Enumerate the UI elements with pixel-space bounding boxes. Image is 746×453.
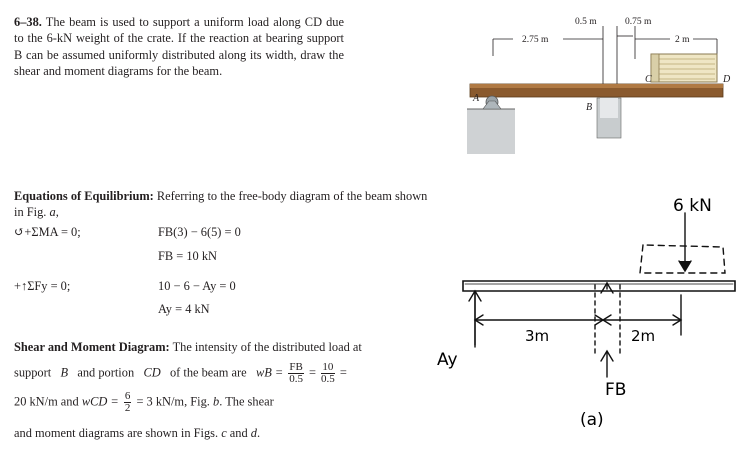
moment-label: ΣMA = 0;	[31, 225, 81, 239]
support-b	[597, 98, 621, 138]
fraction-10-over-05: $\frac{10}{0.5}$	[321, 361, 335, 385]
equilibrium-fig-ref: a	[49, 204, 56, 219]
dim-2.75m: 2.75 m	[522, 35, 549, 45]
force-eq-label: +↑ΣFy = 0;	[14, 279, 71, 293]
dim-2m: 2 m	[675, 35, 690, 45]
shear-moment-title: Shear and Moment Diagram:	[14, 340, 170, 354]
label-b: B	[586, 102, 593, 113]
fraction-6-over-2: $\frac{6}{2}$	[124, 390, 131, 414]
shear-moment-text: Shear and Moment Diagram: The intensity of the distributed load at support B and portion CD of the beam are wB = $\frac{FB}{0.5}$ = $\frac{10}{0.5}$ = 20 kN/m and wCD = $\frac{6}{2}$ = 3 kN/m, Fig. b. The shear and moment diagrams are shown in Figs. c and d.	[14, 340, 362, 440]
problem-statement	[14, 14, 344, 79]
fb-label: FB	[605, 380, 627, 400]
support-a	[467, 96, 515, 154]
force-eq-2: Ay = 4 kN	[158, 302, 210, 316]
force-label: ΣFy = 0;	[27, 279, 71, 293]
dim-0.5m: 0.5 m	[575, 17, 597, 27]
moment-eq-2: FB = 10 kN	[158, 249, 217, 263]
force-eq-1: 10 − 6 − Ay = 0	[158, 279, 236, 293]
problem-text: The beam is used to support a uniform load along CD due to the 6-kN weight of the crate. If the reaction at bearing support B can be assumed uniformly distributed along its width, draw the shear and moment diagrams for the beam.	[14, 15, 345, 78]
dim-0.75m: 0.75 m	[625, 17, 652, 27]
ay-label: Ay	[437, 350, 458, 370]
equilibrium-title: Equations of Equilibrium:	[14, 189, 154, 203]
moment-eq-1: FB(3) − 6(5) = 0	[158, 225, 241, 239]
label-a: A	[473, 93, 480, 104]
problem-number: 6–38.	[14, 15, 42, 29]
label-d: D	[723, 74, 731, 85]
crate	[651, 54, 717, 82]
moment-eq-label: ↺+ΣMA = 0;	[14, 225, 81, 239]
dist-3m: 3m	[525, 327, 550, 345]
fraction-fb-over-05: $\frac{FB}{0.5}$	[289, 361, 303, 385]
equilibrium-intro-text: Referring to the free-body diagram of the beam shown in Fig.	[14, 189, 428, 219]
fig-caption: (a)	[580, 410, 604, 430]
equilibrium-intro: Equations of Equilibrium: Referring to the free-body diagram of the beam shown in Fig. a,	[14, 189, 428, 219]
load-label: 6 kN	[673, 196, 712, 216]
free-body-diagram	[435, 185, 740, 440]
label-c: C	[645, 74, 652, 85]
beam-figure	[455, 4, 745, 154]
dist-2m: 2m	[631, 327, 656, 345]
